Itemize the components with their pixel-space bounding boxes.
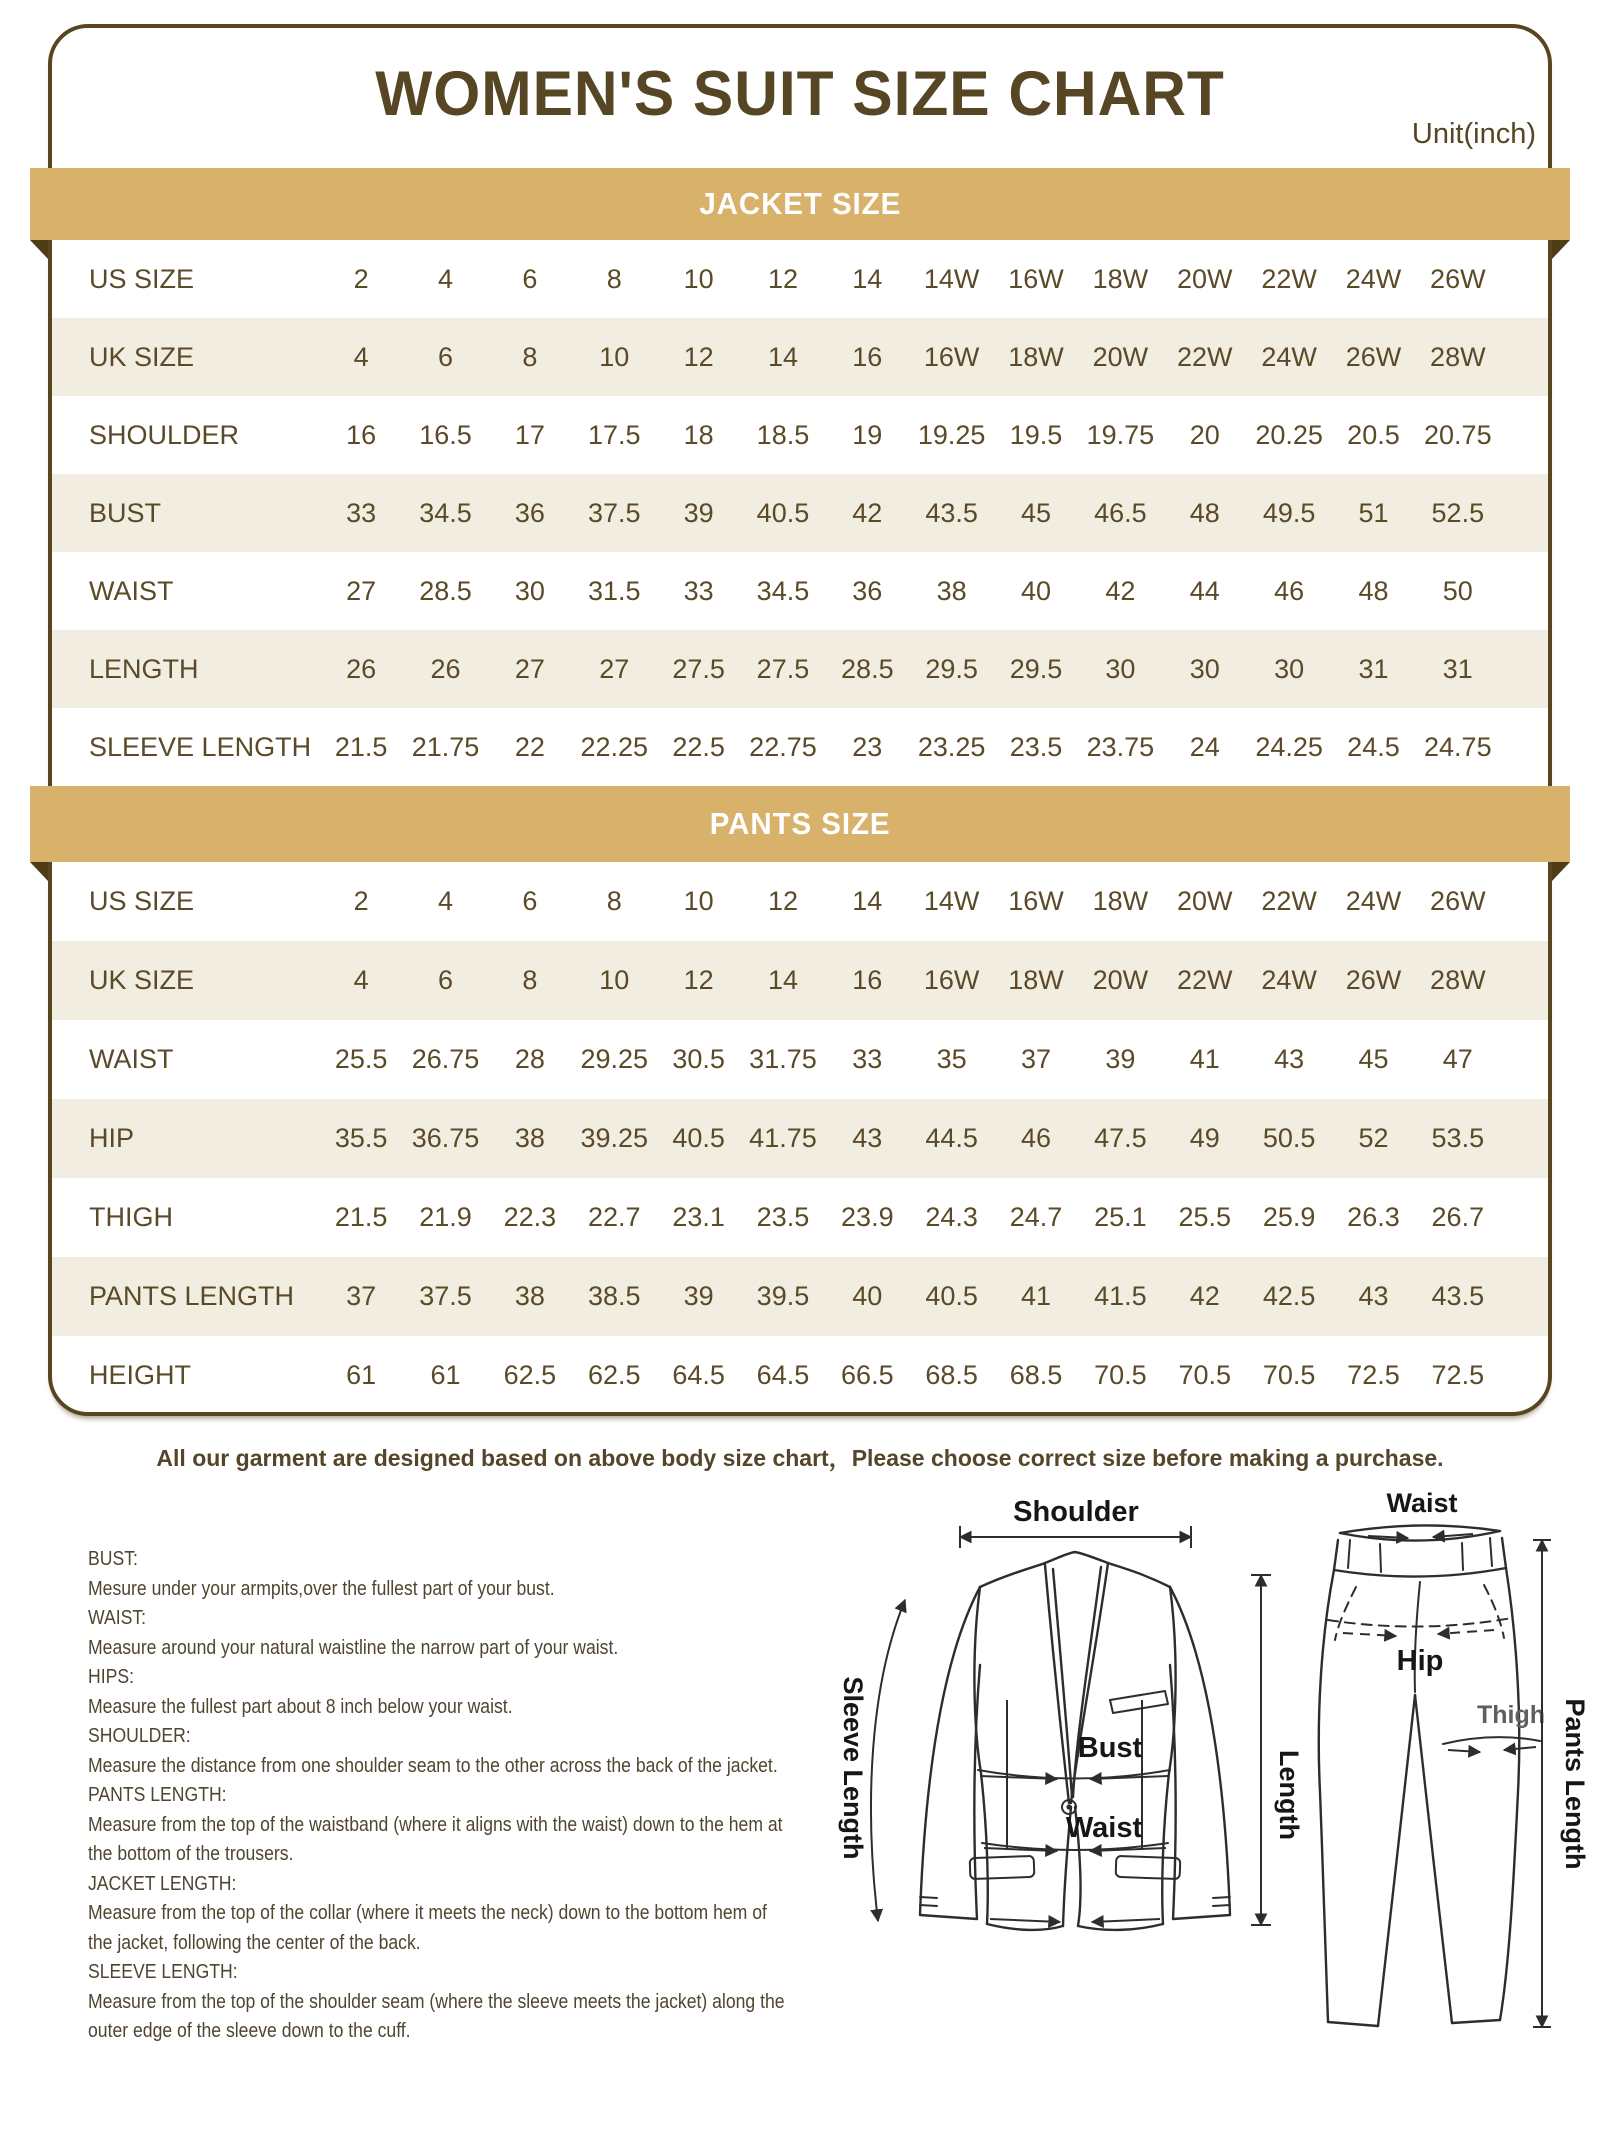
size-cell: 66.5 — [841, 1360, 894, 1390]
guide-term: SHOULDER: — [88, 1725, 191, 1747]
size-cell: 36 — [852, 575, 883, 606]
size-cell: 24W — [1261, 965, 1317, 995]
size-cell: 48 — [1189, 497, 1220, 528]
size-cell: 20W — [1092, 965, 1149, 995]
pants-waist-dimension — [1368, 1492, 1473, 1538]
size-row-length — [52, 630, 1548, 708]
pants-size-table — [52, 862, 1548, 1415]
guide-term: BUST: — [88, 1548, 138, 1570]
pants-hip-label: Hip — [1396, 1645, 1444, 1677]
size-cell: 50 — [1442, 575, 1473, 606]
size-cell: 14W — [923, 263, 980, 294]
size-cell: 18W — [1008, 965, 1064, 995]
size-cell: 26W — [1345, 341, 1402, 372]
size-cell: 6 — [522, 263, 538, 294]
size-cell: 20 — [1189, 419, 1220, 450]
size-cell: 6 — [438, 965, 454, 995]
page-title: WOMEN'S SUIT SIZE CHART — [375, 59, 1225, 129]
size-cell: 23.1 — [672, 1202, 725, 1232]
pants-banner-label: PANTS SIZE — [709, 806, 891, 841]
size-cell: 33 — [852, 1044, 883, 1074]
size-cell: 16 — [346, 419, 377, 450]
size-note: All our garment are designed based on above body size chart，Please choose correct size before making a purchase. — [156, 1445, 1444, 1471]
size-cell: 21.9 — [419, 1202, 472, 1232]
size-cell: 43 — [852, 1123, 883, 1153]
guide-definition: Measure the distance from one shoulder seam to the other across the back of the jacket. — [88, 1754, 778, 1777]
size-cell: 43 — [1274, 1044, 1305, 1074]
pants-thigh-dimension — [1443, 1701, 1545, 1752]
size-cell: 25.5 — [1178, 1202, 1232, 1232]
size-cell: 27 — [514, 653, 545, 684]
size-cell: 2 — [353, 263, 369, 294]
size-cell: 40.5 — [756, 497, 810, 528]
size-cell: 47 — [1442, 1044, 1473, 1074]
size-cell: 30 — [1189, 653, 1220, 684]
jacket-length-label: Length — [1274, 1750, 1304, 1840]
size-cell: 24.5 — [1347, 731, 1400, 762]
guide-definition: Measure from the top of the shoulder seam (where the sleeve meets the jacket) along the outer edge of the sleeve down to the cuff. — [88, 1990, 785, 2042]
size-cell: 38 — [514, 1281, 545, 1311]
size-cell: 43.5 — [925, 497, 978, 528]
measure-guide — [88, 1545, 792, 2047]
guide-term: JACKET LENGTH: — [88, 1872, 237, 1895]
size-cell: 10 — [599, 341, 630, 372]
size-row-us-size — [52, 862, 1548, 941]
size-cell: 44.5 — [925, 1123, 978, 1153]
row-label: PANTS LENGTH — [89, 1281, 295, 1311]
size-cell: 40 — [852, 1281, 883, 1311]
size-row-hip — [52, 1099, 1548, 1178]
size-cell: 22.7 — [587, 1202, 641, 1232]
size-cell: 24.75 — [1424, 731, 1492, 762]
size-cell: 6 — [522, 886, 538, 916]
size-cell: 29.5 — [1009, 653, 1063, 684]
size-cell: 45 — [1358, 1044, 1389, 1074]
size-cell: 27.5 — [756, 653, 810, 684]
row-label: UK SIZE — [89, 965, 195, 995]
pants-outline — [1319, 1525, 1519, 2026]
size-cell: 62.5 — [503, 1360, 557, 1390]
size-cell: 22.5 — [672, 731, 725, 762]
size-cell: 72.5 — [1347, 1360, 1400, 1390]
size-cell: 28W — [1430, 965, 1486, 995]
row-label: SHOULDER — [89, 419, 240, 450]
size-cell: 24.25 — [1255, 731, 1323, 762]
size-cell: 21.5 — [334, 731, 388, 762]
size-cell: 49 — [1189, 1123, 1220, 1153]
size-cell: 24W — [1345, 886, 1402, 916]
size-cell: 31.75 — [749, 1044, 817, 1074]
size-cell: 61 — [346, 1360, 377, 1390]
guide-definition: Mesure under your armpits,over the fullest part of your bust. — [88, 1577, 555, 1600]
row-label: SLEEVE LENGTH — [89, 731, 312, 762]
size-cell: 22W — [1261, 886, 1317, 916]
jacket-waist-label: Waist — [1065, 1812, 1143, 1844]
jacket-shoulder-label: Shoulder — [1013, 1496, 1139, 1528]
size-cell: 18W — [1008, 341, 1064, 372]
size-cell: 27.5 — [672, 653, 725, 684]
size-cell: 17 — [514, 419, 545, 450]
size-cell: 20.75 — [1424, 419, 1492, 450]
size-row-sleeve-length — [52, 708, 1548, 786]
size-cell: 39.25 — [580, 1123, 649, 1153]
size-cell: 19.5 — [1009, 419, 1063, 450]
size-row-bust — [52, 474, 1548, 552]
size-cell: 72.5 — [1431, 1360, 1485, 1390]
size-cell: 18W — [1092, 886, 1149, 916]
size-cell: 36 — [514, 497, 545, 528]
size-cell: 29.5 — [925, 653, 978, 684]
size-cell: 16 — [852, 341, 883, 372]
size-cell: 12 — [683, 965, 714, 995]
size-cell: 20W — [1176, 263, 1233, 294]
size-cell: 20.25 — [1255, 419, 1323, 450]
size-cell: 43.5 — [1431, 1281, 1485, 1311]
size-cell: 45 — [1021, 497, 1052, 528]
size-cell: 52.5 — [1431, 497, 1485, 528]
row-label: HEIGHT — [89, 1360, 192, 1390]
size-cell: 20W — [1092, 341, 1149, 372]
pants-length-dimension — [1533, 1540, 1590, 2027]
size-cell: 20W — [1176, 886, 1233, 916]
guide-term: SLEEVE LENGTH: — [88, 1961, 238, 1983]
size-cell: 16W — [923, 965, 980, 995]
size-cell: 50.5 — [1262, 1123, 1316, 1153]
size-cell: 39 — [683, 1281, 714, 1311]
size-cell: 29.25 — [580, 1044, 649, 1074]
size-cell: 25.1 — [1094, 1202, 1147, 1232]
size-cell: 22W — [1176, 341, 1233, 372]
guide-definition: Measure around your natural waistline the narrow part of your waist. — [88, 1636, 619, 1659]
size-cell: 41 — [1021, 1281, 1052, 1311]
jacket-waist-dimension — [982, 1812, 1168, 1851]
size-cell: 39 — [1105, 1044, 1136, 1074]
size-cell: 8 — [522, 341, 538, 372]
size-cell: 38 — [936, 575, 967, 606]
pants-length-label: Pants Length — [1560, 1698, 1590, 1870]
size-cell: 28.5 — [419, 575, 472, 606]
size-cell: 24.7 — [1009, 1202, 1063, 1232]
size-cell: 44 — [1189, 575, 1220, 606]
size-cell: 18 — [683, 419, 714, 450]
jacket-size-banner — [30, 168, 1570, 240]
size-cell: 6 — [438, 341, 454, 372]
size-cell: 28 — [514, 1044, 545, 1074]
size-cell: 41.75 — [749, 1123, 817, 1153]
size-cell: 22W — [1261, 263, 1317, 294]
pants-thigh-label: Thigh — [1476, 1701, 1546, 1729]
size-cell: 23.75 — [1086, 731, 1155, 762]
size-cell: 42 — [1189, 1281, 1220, 1311]
size-cell: 27 — [346, 575, 377, 606]
size-cell: 31 — [1358, 653, 1389, 684]
size-cell: 14 — [852, 886, 883, 916]
size-cell: 39.5 — [756, 1281, 810, 1311]
row-label: LENGTH — [89, 653, 199, 684]
row-label: US SIZE — [89, 263, 195, 294]
ribbon-fold-right-icon — [1552, 862, 1570, 881]
size-cell: 37.5 — [419, 1281, 472, 1311]
size-cell: 46.5 — [1094, 497, 1147, 528]
size-cell: 38.5 — [587, 1281, 641, 1311]
size-cell: 16 — [852, 965, 883, 995]
size-cell: 2 — [353, 886, 369, 916]
size-cell: 14 — [852, 263, 883, 294]
jacket-sleeve-length-dimension — [838, 1600, 905, 1921]
size-cell: 27 — [599, 653, 630, 684]
size-cell: 46 — [1021, 1123, 1052, 1153]
size-cell: 42.5 — [1262, 1281, 1316, 1311]
size-cell: 24.3 — [925, 1202, 978, 1232]
unit-label: Unit(inch) — [1411, 118, 1536, 150]
size-cell: 28W — [1430, 341, 1486, 372]
size-cell: 64.5 — [756, 1360, 810, 1390]
guide-term: HIPS: — [88, 1666, 134, 1688]
jacket-bust-label: Bust — [1077, 1732, 1143, 1764]
size-cell: 8 — [522, 965, 538, 995]
size-cell: 35 — [936, 1044, 967, 1074]
size-cell: 12 — [683, 341, 714, 372]
size-cell: 68.5 — [925, 1360, 978, 1390]
size-row-us-size — [52, 240, 1548, 318]
size-cell: 34.5 — [756, 575, 810, 606]
size-cell: 40.5 — [672, 1123, 725, 1153]
size-cell: 35.5 — [334, 1123, 388, 1153]
row-label: WAIST — [89, 575, 174, 606]
size-row-thigh — [52, 1178, 1548, 1257]
size-cell: 61 — [430, 1360, 461, 1390]
size-cell: 31 — [1442, 653, 1473, 684]
size-cell: 8 — [606, 886, 622, 916]
size-cell: 30 — [514, 575, 545, 606]
row-label: US SIZE — [89, 886, 195, 916]
size-cell: 14 — [767, 965, 798, 995]
size-cell: 70.5 — [1262, 1360, 1316, 1390]
jacket-length-dimension — [1251, 1575, 1304, 1925]
size-cell: 4 — [353, 965, 369, 995]
size-cell: 37.5 — [587, 497, 641, 528]
size-cell: 24 — [1189, 731, 1220, 762]
size-cell: 23.9 — [841, 1202, 894, 1232]
size-cell: 38 — [514, 1123, 545, 1153]
row-label: BUST — [89, 497, 162, 528]
size-cell: 40 — [1021, 575, 1052, 606]
ribbon-fold-right-icon — [1552, 240, 1570, 259]
size-cell: 21.5 — [334, 1202, 388, 1232]
size-cell: 23 — [852, 731, 883, 762]
size-cell: 19.25 — [917, 419, 986, 450]
size-cell: 10 — [683, 886, 714, 916]
size-cell: 26W — [1430, 886, 1486, 916]
size-cell: 17.5 — [587, 419, 641, 450]
pants-size-banner — [30, 786, 1570, 862]
size-cell: 49.5 — [1262, 497, 1316, 528]
size-cell: 37 — [1021, 1044, 1052, 1074]
size-cell: 12 — [767, 886, 798, 916]
size-cell: 39 — [683, 497, 714, 528]
ribbon-fold-left-icon — [30, 862, 48, 881]
size-cell: 20.5 — [1347, 419, 1400, 450]
size-cell: 26.7 — [1431, 1202, 1485, 1232]
pants-measure-diagram — [1308, 1492, 1600, 2052]
size-cell: 30 — [1105, 653, 1136, 684]
size-cell: 36.75 — [411, 1123, 480, 1153]
size-cell: 16W — [1008, 263, 1064, 294]
size-row-uk-size — [52, 318, 1548, 396]
size-cell: 70.5 — [1178, 1360, 1232, 1390]
guide-definition: Measure from the top of the collar (where it meets the neck) down to the bottom hem of the jacket, following the center of the back. — [88, 1902, 767, 1954]
size-cell: 26W — [1345, 965, 1402, 995]
size-cell: 21.75 — [411, 731, 480, 762]
size-cell: 10 — [599, 965, 630, 995]
size-cell: 64.5 — [672, 1360, 725, 1390]
jacket-shoulder-dimension — [960, 1496, 1191, 1548]
guide-definition: Measure from the top of the waistband (where it aligns with the waist) down to the hem at the bottom of the trousers. — [88, 1813, 783, 1865]
size-row-waist — [52, 1020, 1548, 1099]
size-cell: 43 — [1358, 1281, 1389, 1311]
size-cell: 33 — [346, 497, 377, 528]
size-cell: 41 — [1189, 1044, 1220, 1074]
pants-hip-dimension — [1328, 1618, 1512, 1677]
size-cell: 16W — [923, 341, 980, 372]
size-cell: 46 — [1274, 575, 1305, 606]
size-cell: 25.5 — [334, 1044, 388, 1074]
jacket-sleeve-length-label: Sleeve Length — [838, 1676, 868, 1860]
size-row-pants-length — [52, 1257, 1548, 1336]
size-row-uk-size — [52, 941, 1548, 1020]
size-cell: 41.5 — [1094, 1281, 1147, 1311]
size-cell: 34.5 — [419, 497, 472, 528]
size-cell: 28.5 — [841, 653, 894, 684]
size-cell: 19 — [852, 419, 883, 450]
size-cell: 42 — [1105, 575, 1136, 606]
size-cell: 18.5 — [756, 419, 810, 450]
size-cell: 33 — [683, 575, 714, 606]
size-cell: 68.5 — [1009, 1360, 1063, 1390]
size-cell: 14W — [923, 886, 980, 916]
size-cell: 19.75 — [1086, 419, 1155, 450]
size-cell: 70.5 — [1094, 1360, 1147, 1390]
ribbon-fold-left-icon — [30, 240, 48, 259]
size-row-shoulder — [52, 396, 1548, 474]
size-cell: 47.5 — [1094, 1123, 1147, 1153]
size-cell: 25.9 — [1262, 1202, 1316, 1232]
size-cell: 22 — [514, 731, 545, 762]
guide-term: PANTS LENGTH: — [88, 1784, 227, 1806]
size-cell: 26 — [346, 653, 377, 684]
size-cell: 26 — [430, 653, 461, 684]
size-cell: 37 — [346, 1281, 377, 1311]
size-cell: 14 — [767, 341, 798, 372]
size-cell: 22W — [1176, 965, 1233, 995]
row-label: WAIST — [89, 1044, 174, 1074]
size-cell: 8 — [606, 263, 622, 294]
size-cell: 22.25 — [580, 731, 649, 762]
jacket-measure-diagram — [820, 1495, 1320, 1955]
size-cell: 18W — [1092, 263, 1149, 294]
size-cell: 10 — [683, 263, 714, 294]
size-cell: 26.3 — [1347, 1202, 1400, 1232]
size-cell: 4 — [438, 886, 454, 916]
guide-definition: Measure the fullest part about 8 inch below your waist. — [88, 1695, 513, 1718]
size-cell: 4 — [438, 263, 454, 294]
size-cell: 30 — [1274, 653, 1305, 684]
size-cell: 23.25 — [917, 731, 986, 762]
size-cell: 26.75 — [411, 1044, 480, 1074]
jacket-hem-arrows — [990, 1919, 1160, 1922]
size-cell: 23.5 — [756, 1202, 810, 1232]
size-cell: 23.5 — [1009, 731, 1063, 762]
guide-term: WAIST: — [88, 1607, 147, 1629]
size-cell: 51 — [1358, 497, 1389, 528]
size-cell: 62.5 — [587, 1360, 641, 1390]
size-cell: 16W — [1008, 886, 1064, 916]
size-cell: 22.75 — [749, 731, 817, 762]
size-cell: 26W — [1430, 263, 1486, 294]
row-label: HIP — [89, 1123, 135, 1153]
size-cell: 12 — [767, 263, 798, 294]
size-cell: 42 — [852, 497, 883, 528]
size-cell: 31.5 — [587, 575, 641, 606]
size-cell: 53.5 — [1431, 1123, 1485, 1153]
jacket-banner-label: JACKET SIZE — [699, 186, 901, 221]
size-cell: 16.5 — [419, 419, 472, 450]
size-cell: 52 — [1358, 1123, 1389, 1153]
size-cell: 24W — [1345, 263, 1402, 294]
size-row-height — [52, 1336, 1548, 1415]
size-row-waist — [52, 552, 1548, 630]
size-cell: 22.3 — [503, 1202, 557, 1232]
size-cell: 24W — [1261, 341, 1317, 372]
row-label: THIGH — [89, 1202, 173, 1232]
size-cell: 30.5 — [672, 1044, 725, 1074]
row-label: UK SIZE — [89, 341, 195, 372]
size-cell: 4 — [353, 341, 369, 372]
size-cell: 48 — [1358, 575, 1389, 606]
jacket-outline — [920, 1552, 1230, 1930]
jacket-size-table — [52, 240, 1548, 786]
size-cell: 40.5 — [925, 1281, 978, 1311]
pants-waist-label: Waist — [1386, 1492, 1458, 1518]
